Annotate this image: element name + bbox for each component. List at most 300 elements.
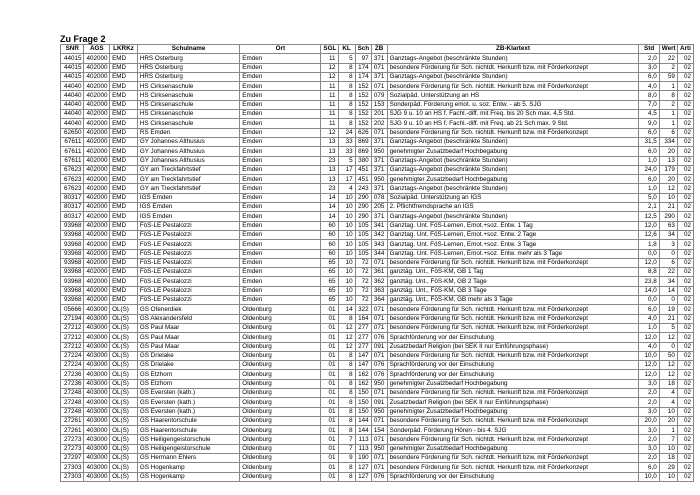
table-cell: 14 xyxy=(321,193,338,202)
table-cell: 23,8 xyxy=(639,277,659,286)
table-cell: SJG 9 u. 10 an HS f. Fachl.-diff. mit Freq. ab 21 Sch max. 9 Std. xyxy=(387,119,639,128)
table-cell: EMD xyxy=(110,230,138,239)
table-cell: 01 xyxy=(321,323,338,332)
table-cell: 02 xyxy=(677,165,693,174)
table-cell: Ganztag. Unt. FöS-Lernen, Emot.+soz. Entw. 2 Tage xyxy=(387,230,639,239)
table-cell: 8,0 xyxy=(639,91,659,100)
table-cell: Oldenburg xyxy=(240,342,321,351)
table-cell: 402000 xyxy=(84,175,110,184)
table-cell: 93968 xyxy=(61,277,84,286)
table-cell: 164 xyxy=(355,314,371,323)
table-row xyxy=(61,137,694,146)
table-cell: 12,6 xyxy=(639,230,659,239)
table-cell: 402000 xyxy=(84,91,110,100)
table-cell: 402000 xyxy=(84,184,110,193)
table-row xyxy=(61,398,694,407)
table-cell: 50 xyxy=(659,351,677,360)
table-cell: 44015 xyxy=(61,72,84,81)
table-cell: besondere Förderung für Sch. nichtdt. Herkunft bzw. mit Förderkonzept xyxy=(387,323,639,332)
table-cell: EMD xyxy=(110,156,138,165)
table-cell: FöS-LE Pestalozzi xyxy=(137,277,239,286)
table-cell: 144 xyxy=(355,426,371,435)
table-cell: Emden xyxy=(240,72,321,81)
table-cell: 6,0 xyxy=(639,128,659,137)
table-cell: Sprachförderung vor der Einschulung xyxy=(387,333,639,342)
table-cell: OL(S) xyxy=(110,472,138,481)
table-cell: 10 xyxy=(338,286,355,295)
table-cell: 01 xyxy=(321,351,338,360)
table-cell: 5,0 xyxy=(639,193,659,202)
table-cell: 27194 xyxy=(61,314,84,323)
table-cell: Emden xyxy=(240,82,321,91)
table-cell: Emden xyxy=(240,147,321,156)
table-cell: 10 xyxy=(338,212,355,221)
table-cell: Emden xyxy=(240,268,321,277)
table-cell: 403000 xyxy=(84,323,110,332)
table-cell: 93968 xyxy=(61,221,84,230)
table-cell: 10,0 xyxy=(639,472,659,481)
table-cell: ganztäg. Unt., FöS-KM, GB 3 Tage xyxy=(387,286,639,295)
table-cell: 402000 xyxy=(84,203,110,212)
table-cell: 071 xyxy=(371,463,387,472)
table-cell: 65 xyxy=(321,296,338,305)
table-cell: HRS Osterburg xyxy=(137,63,239,72)
table-cell: 341 xyxy=(371,221,387,230)
table-cell: 12,5 xyxy=(639,212,659,221)
table-cell: 20 xyxy=(659,416,677,425)
table-cell: 3,0 xyxy=(639,444,659,453)
table-cell: ganztäg. Unt., FöS-KM, GB 2 Tage xyxy=(387,277,639,286)
table-cell: 12 xyxy=(659,333,677,342)
table-cell: 4 xyxy=(338,184,355,193)
table-body xyxy=(61,54,694,482)
table-cell: 02 xyxy=(677,361,693,370)
table-cell: 23 xyxy=(321,184,338,193)
table-cell: 13 xyxy=(659,156,677,165)
table-cell: 076 xyxy=(371,472,387,481)
table-cell: Ganztags-Angebot (beschränkte Stunden) xyxy=(387,165,639,174)
table-cell: GY am Treckfahrtstief xyxy=(137,184,239,193)
table-cell: GS Drielake xyxy=(137,351,239,360)
table-cell: 27303 xyxy=(61,463,84,472)
table-cell: 27212 xyxy=(61,323,84,332)
table-row xyxy=(61,119,694,128)
table-cell: 10 xyxy=(338,203,355,212)
table-cell: 01 xyxy=(321,342,338,351)
table-cell: 2,0 xyxy=(639,54,659,63)
table-cell: 0 xyxy=(659,342,677,351)
table-cell: 076 xyxy=(371,361,387,370)
table-cell: OL(S) xyxy=(110,342,138,351)
table-cell: 12 xyxy=(321,128,338,137)
table-cell: 4 xyxy=(659,388,677,397)
table-cell: 27224 xyxy=(61,351,84,360)
table-cell: 93968 xyxy=(61,268,84,277)
table-cell: 8 xyxy=(338,351,355,360)
table-cell: besondere Förderung für Sch. nichtdt. Herkunft bzw. mit Förderkonzept xyxy=(387,454,639,463)
table-cell: Emden xyxy=(240,249,321,258)
table-cell: Oldenburg xyxy=(240,454,321,463)
table-cell: GY Johannes Althusius xyxy=(137,156,239,165)
table-cell: 152 xyxy=(355,110,371,119)
table-cell: 6 xyxy=(659,128,677,137)
table-cell: 67611 xyxy=(61,147,84,156)
table-cell: 402000 xyxy=(84,249,110,258)
table-cell: 12 xyxy=(338,342,355,351)
table-cell: besondere Förderung für Sch. nichtdt. Herkunft bzw. mit Förderkonzept xyxy=(387,258,639,267)
table-row xyxy=(61,296,694,305)
table-cell: 67611 xyxy=(61,137,84,146)
table-cell: 403000 xyxy=(84,305,110,314)
table-cell: 7 xyxy=(338,435,355,444)
table-cell: GS Drielake xyxy=(137,361,239,370)
table-cell: 402000 xyxy=(84,258,110,267)
table-cell: 5 xyxy=(338,54,355,63)
table-row xyxy=(61,277,694,286)
table-cell: 93968 xyxy=(61,286,84,295)
table-cell: 403000 xyxy=(84,435,110,444)
table-cell: 01 xyxy=(321,305,338,314)
table-cell: 152 xyxy=(355,100,371,109)
table-cell: 02 xyxy=(677,240,693,249)
table-cell: 290 xyxy=(355,212,371,221)
column-header: SNR xyxy=(61,45,84,54)
table-cell: 11 xyxy=(321,82,338,91)
table-cell: 071 xyxy=(371,323,387,332)
table-row xyxy=(61,221,694,230)
table-cell: Oldenburg xyxy=(240,351,321,360)
table-cell: 27261 xyxy=(61,426,84,435)
table-cell: 113 xyxy=(355,435,371,444)
table-cell: Ganztags-Angebot (beschränkte Stunden) xyxy=(387,54,639,63)
table-cell: OL(S) xyxy=(110,314,138,323)
table-cell: GS Hogenkamp xyxy=(137,472,239,481)
table-cell: 154 xyxy=(371,426,387,435)
table-cell: EMD xyxy=(110,212,138,221)
table-cell: 202 xyxy=(371,119,387,128)
table-cell: 205 xyxy=(371,203,387,212)
table-cell: HRS Osterburg xyxy=(137,72,239,81)
table-cell: 14 xyxy=(659,286,677,295)
table-cell: OL(S) xyxy=(110,323,138,332)
table-cell: 8 xyxy=(338,398,355,407)
table-cell: 02 xyxy=(677,156,693,165)
table-cell: 402000 xyxy=(84,212,110,221)
table-cell: 105 xyxy=(355,240,371,249)
table-cell: 127 xyxy=(355,463,371,472)
table-cell: 12 xyxy=(659,184,677,193)
table-cell: 403000 xyxy=(84,398,110,407)
table-cell: 403000 xyxy=(84,407,110,416)
table-cell: 01 xyxy=(321,314,338,323)
table-cell: 02 xyxy=(677,277,693,286)
table-cell: OL(S) xyxy=(110,426,138,435)
table-cell: 4,5 xyxy=(639,110,659,119)
table-cell: 8 xyxy=(659,91,677,100)
table-cell: 27297 xyxy=(61,454,84,463)
table-cell: 403000 xyxy=(84,361,110,370)
table-row xyxy=(61,305,694,314)
table-cell: Oldenburg xyxy=(240,398,321,407)
table-cell: GS Heiligengeistorschule xyxy=(137,435,239,444)
table-cell: 02 xyxy=(677,184,693,193)
table-row xyxy=(61,444,694,453)
table-cell: 150 xyxy=(355,388,371,397)
table-cell: FöS-LE Pestalozzi xyxy=(137,286,239,295)
table-cell: Ganztags-Angebot (beschränkte Stunden) xyxy=(387,156,639,165)
table-cell: EMD xyxy=(110,63,138,72)
table-cell: EMD xyxy=(110,137,138,146)
table-cell: 44040 xyxy=(61,82,84,91)
table-cell: 01 xyxy=(321,444,338,453)
table-cell: GS Eversten (kath.) xyxy=(137,388,239,397)
table-cell: GS Paul Maar xyxy=(137,323,239,332)
table-cell: 174 xyxy=(355,72,371,81)
table-cell: 17 xyxy=(338,175,355,184)
table-cell: 071 xyxy=(371,63,387,72)
table-cell: 02 xyxy=(677,230,693,239)
table-cell: besondere Förderung für Sch. nichtdt. Herkunft bzw. mit Förderkonzept xyxy=(387,463,639,472)
table-cell: 190 xyxy=(355,454,371,463)
table-cell: 13 xyxy=(321,165,338,174)
table-cell: 01 xyxy=(321,388,338,397)
table-cell: EMD xyxy=(110,147,138,156)
table-cell: HS Cirksenaschule xyxy=(137,100,239,109)
table-cell: 12,0 xyxy=(639,370,659,379)
table-cell: 27248 xyxy=(61,407,84,416)
table-cell: besondere Förderung für Sch. nichtdt. Herkunft bzw. mit Förderkonzept xyxy=(387,435,639,444)
table-cell: 403000 xyxy=(84,426,110,435)
table-cell: 10 xyxy=(659,444,677,453)
table-row xyxy=(61,333,694,342)
table-cell: 14 xyxy=(321,203,338,212)
table-cell: 01 xyxy=(321,463,338,472)
table-cell: 380 xyxy=(355,156,371,165)
table-cell: 2,0 xyxy=(639,454,659,463)
table-cell: FöS-LE Pestalozzi xyxy=(137,249,239,258)
table-cell: EMD xyxy=(110,128,138,137)
table-row xyxy=(61,416,694,425)
table-cell: 076 xyxy=(371,370,387,379)
table-cell: 144 xyxy=(355,416,371,425)
table-row xyxy=(61,230,694,239)
table-cell: 8,8 xyxy=(639,268,659,277)
table-cell: 1 xyxy=(659,82,677,91)
table-cell: 403000 xyxy=(84,351,110,360)
table-cell: 10 xyxy=(338,193,355,202)
table-cell: EMD xyxy=(110,91,138,100)
table-row xyxy=(61,286,694,295)
table-cell: 72 xyxy=(355,296,371,305)
table-cell: Oldenburg xyxy=(240,333,321,342)
table-cell: GS Eversten (kath.) xyxy=(137,407,239,416)
table-cell: 869 xyxy=(355,137,371,146)
table-cell: GS Alexandersfeld xyxy=(137,314,239,323)
table-row xyxy=(61,72,694,81)
table-cell: 8 xyxy=(338,72,355,81)
table-row xyxy=(61,426,694,435)
table-cell: 344 xyxy=(371,249,387,258)
table-cell: 02 xyxy=(677,388,693,397)
table-cell: 371 xyxy=(371,165,387,174)
table-cell: 23 xyxy=(321,156,338,165)
table-cell: GS Haarentorschule xyxy=(137,416,239,425)
table-cell: 079 xyxy=(371,91,387,100)
table-cell: 150 xyxy=(355,398,371,407)
table-row xyxy=(61,454,694,463)
table-cell: 10 xyxy=(338,221,355,230)
table-cell: GS Heiligengeistorschule xyxy=(137,444,239,453)
table-cell: 402000 xyxy=(84,137,110,146)
table-cell: EMD xyxy=(110,203,138,212)
table-cell: 451 xyxy=(355,175,371,184)
column-header: Ort xyxy=(240,45,321,54)
table-cell: 371 xyxy=(371,156,387,165)
table-cell: 950 xyxy=(371,407,387,416)
table-cell: 403000 xyxy=(84,379,110,388)
table-cell: 2,1 xyxy=(639,203,659,212)
table-cell: HS Cirksenaschule xyxy=(137,91,239,100)
table-cell: 10 xyxy=(338,277,355,286)
table-cell: 2,0 xyxy=(639,388,659,397)
table-row xyxy=(61,110,694,119)
table-row xyxy=(61,91,694,100)
table-cell: 0,0 xyxy=(639,249,659,258)
table-row xyxy=(61,212,694,221)
table-row xyxy=(61,435,694,444)
table-cell: 02 xyxy=(677,296,693,305)
table-cell: 21 xyxy=(659,314,677,323)
table-cell: 277 xyxy=(355,333,371,342)
table-cell: 97 xyxy=(355,54,371,63)
table-cell: 174 xyxy=(355,63,371,72)
table-cell: 403000 xyxy=(84,370,110,379)
table-cell: Oldenburg xyxy=(240,463,321,472)
table-cell: 02 xyxy=(677,175,693,184)
table-cell: OL(S) xyxy=(110,454,138,463)
table-cell: 33 xyxy=(338,147,355,156)
table-cell: Ganztags-Angebot (beschränkte Stunden) xyxy=(387,184,639,193)
table-cell: 65 xyxy=(321,268,338,277)
table-cell: 402000 xyxy=(84,193,110,202)
table-cell: 02 xyxy=(677,72,693,81)
table-cell: 13 xyxy=(321,147,338,156)
table-header-row xyxy=(61,45,694,54)
table-cell: 6,0 xyxy=(639,463,659,472)
table-cell: 44040 xyxy=(61,110,84,119)
column-header: Schulname xyxy=(137,45,239,54)
table-cell: 2. Pflichtfremdsprache an IGS xyxy=(387,203,639,212)
table-cell: Emden xyxy=(240,54,321,63)
table-cell: 10 xyxy=(659,193,677,202)
table-cell: Oldenburg xyxy=(240,305,321,314)
table-cell: 65 xyxy=(321,277,338,286)
table-cell: Oldenburg xyxy=(240,435,321,444)
table-cell: EMD xyxy=(110,193,138,202)
column-header: Wert xyxy=(659,45,677,54)
table-cell: Emden xyxy=(240,240,321,249)
table-cell: FöS-LE Pestalozzi xyxy=(137,258,239,267)
table-cell: 72 xyxy=(355,268,371,277)
table-cell: GS Paul Maar xyxy=(137,342,239,351)
table-cell: 10 xyxy=(338,268,355,277)
table-cell: 65 xyxy=(321,258,338,267)
table-cell: 02 xyxy=(677,193,693,202)
table-cell: Ganztag. Unt. FöS-Lernen, Emot.+soz. Entw. 3 Tage xyxy=(387,240,639,249)
table-cell: 277 xyxy=(355,342,371,351)
table-cell: besondere Förderung für Sch. nichtdt. Herkunft bzw. mit Förderkonzept xyxy=(387,388,639,397)
table-cell: besondere Förderung für Sch. nichtdt. Herkunft bzw. mit Förderkonzept xyxy=(387,351,639,360)
table-row xyxy=(61,165,694,174)
table-cell: 152 xyxy=(355,119,371,128)
table-cell: 72 xyxy=(355,258,371,267)
table-cell: 02 xyxy=(677,370,693,379)
table-cell: 01 xyxy=(321,454,338,463)
table-cell: 10 xyxy=(338,296,355,305)
table-cell: 950 xyxy=(371,147,387,156)
table-cell: besondere Förderung für Sch. nichtdt. Herkunft bzw. mit Förderkonzept xyxy=(387,416,639,425)
table-cell: 105 xyxy=(355,249,371,258)
table-cell: Emden xyxy=(240,91,321,100)
table-cell: 80317 xyxy=(61,203,84,212)
table-cell: 27212 xyxy=(61,342,84,351)
table-cell: genehmigter Zusatzbedarf Hochbegabung xyxy=(387,379,639,388)
table-cell: Sprachförderung vor der Einschulung xyxy=(387,472,639,481)
table-cell: 6,0 xyxy=(639,175,659,184)
table-cell: 402000 xyxy=(84,286,110,295)
data-table xyxy=(60,44,694,482)
table-cell: Emden xyxy=(240,128,321,137)
table-cell: EMD xyxy=(110,165,138,174)
table-cell: 27273 xyxy=(61,444,84,453)
table-cell: Oldenburg xyxy=(240,388,321,397)
table-cell: OL(S) xyxy=(110,444,138,453)
table-cell: 402000 xyxy=(84,100,110,109)
table-cell: ganztäg. Unt., FöS-KM, GB mehr als 3 Tage xyxy=(387,296,639,305)
table-cell: 02 xyxy=(677,333,693,342)
table-cell: 20 xyxy=(659,147,677,156)
table-cell: Sonderpäd. Förderung emot. u. soz. Entw. - ab 5. SJG xyxy=(387,100,639,109)
table-cell: 27273 xyxy=(61,435,84,444)
table-cell: 0 xyxy=(659,296,677,305)
column-header: Std xyxy=(639,45,659,54)
table-cell: Emden xyxy=(240,230,321,239)
table-cell: 403000 xyxy=(84,444,110,453)
column-header: SGL xyxy=(321,45,338,54)
table-cell: 11 xyxy=(321,54,338,63)
table-row xyxy=(61,63,694,72)
table-cell: 02 xyxy=(677,63,693,72)
table-cell: FöS-LE Pestalozzi xyxy=(137,240,239,249)
table-cell: Oldenburg xyxy=(240,407,321,416)
table-cell: FöS-LE Pestalozzi xyxy=(137,230,239,239)
table-cell: 59 xyxy=(659,72,677,81)
table-cell: 93968 xyxy=(61,230,84,239)
table-cell: OL(S) xyxy=(110,388,138,397)
table-cell: 7,0 xyxy=(639,100,659,109)
table-cell: 8 xyxy=(338,370,355,379)
table-row xyxy=(61,184,694,193)
table-cell: 01 xyxy=(321,398,338,407)
table-cell: Oldenburg xyxy=(240,379,321,388)
table-cell: 4,0 xyxy=(639,342,659,351)
table-cell: Emden xyxy=(240,165,321,174)
table-cell: Oldenburg xyxy=(240,444,321,453)
table-cell: 67623 xyxy=(61,165,84,174)
table-cell: 02 xyxy=(677,305,693,314)
table-cell: 8 xyxy=(338,388,355,397)
table-cell: 01 xyxy=(321,472,338,481)
